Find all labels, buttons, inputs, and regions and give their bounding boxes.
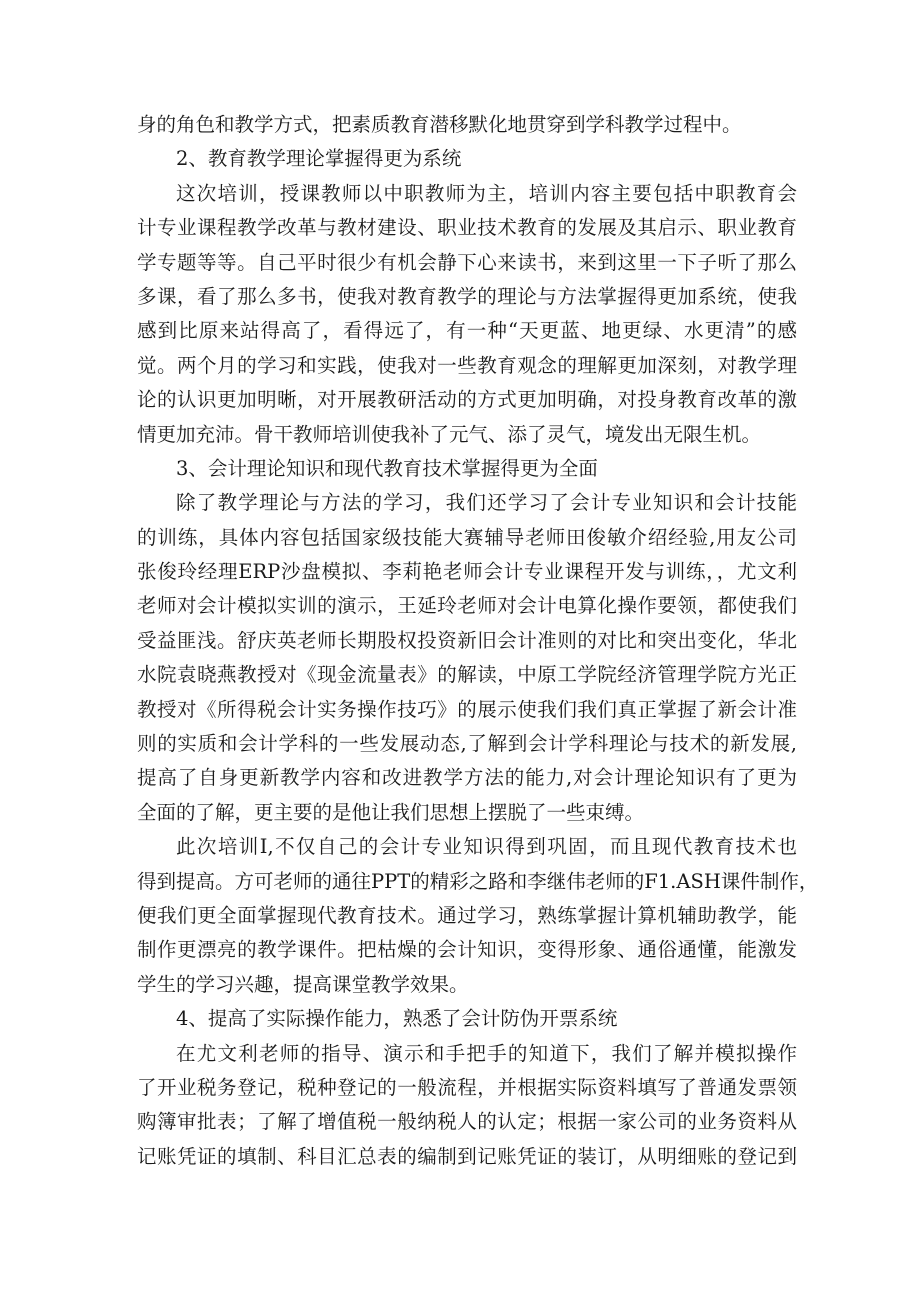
document-body	[137, 108, 819, 1174]
paragraph-line: 受益匪浅。舒庆英老师长期股权投资新旧会计准则的对比和突出变化，华北	[137, 628, 797, 652]
paragraph-line: 老师对会计模拟实训的演示，王延玲老师对会计电算化操作要领，都使我们	[137, 594, 797, 618]
paragraph-line: 这次培训，授课教师以中职教师为主，培训内容主要包括中职教育会	[176, 181, 797, 205]
paragraph-line: 全面的了解，更主要的是他让我们思想上摆脱了一些束缚。	[137, 800, 645, 824]
paragraph-line: 学专题等等。自己平时很少有机会静下心来读书，来到这里一下子听了那么	[137, 250, 797, 274]
paragraph-line: 感到比原来站得高了，看得远了，有一种“天更蓝、地更绿、水更清”的感	[137, 319, 797, 343]
paragraph-line: 则的实质和会计学科的一些发展动态,了解到会计学科理论与技术的新发展,	[137, 732, 797, 756]
paragraph-line: 张俊玲经理ERP沙盘模拟、李莉艳老师会计专业课程开发与训练，，尤文利	[137, 560, 797, 584]
paragraph-line: 水院袁晓燕教授对《现金流量表》的解读，中原工学院经济管理学院方光正	[137, 663, 797, 687]
paragraph-line: 提高了自身更新教学内容和改进教学方法的能力,对会计理论知识有了更为	[137, 766, 797, 790]
paragraph-line: 在尤文利老师的指导、演示和手把手的知道下，我们了解并模拟操作	[176, 1041, 797, 1065]
paragraph-line: 学生的学习兴趣，提高课堂教学效果。	[137, 972, 469, 996]
paragraph-line: 得到提高。方可老师的通往PPT的精彩之路和李继伟老师的F1.ASH课件制作，	[137, 869, 819, 893]
paragraph-line: 购簿审批表；了解了增值税一般纳税人的认定；根据一家公司的业务资料从	[137, 1110, 797, 1134]
paragraph-line: 了开业税务登记，税种登记的一般流程，并根据实际资料填写了普通发票领	[137, 1075, 797, 1099]
paragraph-line: 制作更漂亮的教学课件。把枯燥的会计知识，变得形象、通俗通懂，能激发	[137, 938, 797, 962]
paragraph-line: 除了教学理论与方法的学习，我们还学习了会计专业知识和会计技能	[176, 491, 797, 515]
paragraph-line: 教授对《所得税会计实务操作技巧》的展示使我们我们真正掌握了新会计准	[137, 697, 797, 721]
paragraph-line: 觉。两个月的学习和实践，使我对一些教育观念的理解更加深刻，对教学理	[137, 353, 797, 377]
section-heading-2: 2、教育教学理论掌握得更为系统	[176, 147, 462, 171]
paragraph-line: 论的认识更加明晰，对开展教研活动的方式更加明确，对投身教育改革的激	[137, 388, 797, 412]
paragraph-line: 记账凭证的填制、科目汇总表的编制到记账凭证的装订，从明细账的登记到	[137, 1144, 797, 1168]
section-heading-4: 4、提高了实际操作能力，熟悉了会计防伪开票系统	[176, 1007, 618, 1031]
paragraph-line: 便我们更全面掌握现代教育技术。通过学习，熟练掌握计算机辅助教学，能	[137, 903, 797, 927]
paragraph-line: 身的角色和教学方式，把素质教育潜移默化地贯穿到学科教学过程中。	[137, 113, 742, 136]
paragraph-line: 计专业课程教学改革与教材建设、职业技术教育的发展及其启示、职业教育	[137, 216, 797, 240]
paragraph-line: 的训练，具体内容包括国家级技能大赛辅导老师田俊敏介绍经验,用友公司	[137, 525, 797, 549]
paragraph-line: 此次培训I,不仅自己的会计专业知识得到巩固，而且现代教育技术也	[176, 835, 797, 859]
paragraph-line: 情更加充沛。骨干教师培训使我补了元气、添了灵气，境发出无限生机。	[137, 422, 762, 446]
section-heading-3: 3、会计理论知识和现代教育技术掌握得更为全面	[176, 456, 598, 480]
paragraph-line: 多课，看了那么多书，使我对教育教学的理论与方法掌握得更加系统，使我	[137, 284, 797, 308]
